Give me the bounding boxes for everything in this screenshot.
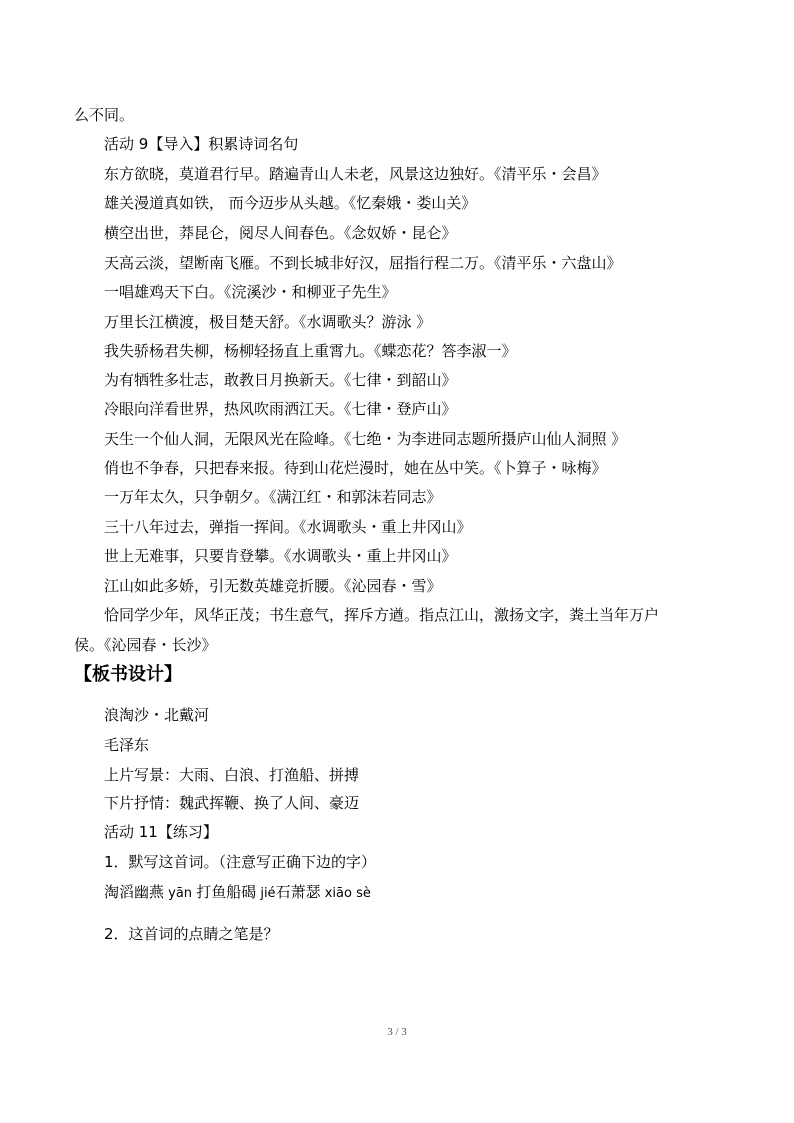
chars-2: 打鱼船碣 — [196, 883, 257, 901]
poem-line: 一万年太久，只争朝夕。《满江红・和郭沫若同志》 — [104, 488, 442, 506]
poem-line: 雄关漫道真如铁， 而今迈步从头越。《忆秦娥・娄山关》 — [104, 194, 477, 212]
poem-line: 三十八年过去，弹指一挥间。《水调歌头・重上井冈山》 — [104, 518, 472, 536]
poem-line: 我失骄杨君失柳，杨柳轻扬直上重霄九。《蝶恋花？答李淑一》 — [104, 342, 517, 360]
poem-line: 天高云淡，望断南飞雁。不到长城非好汉，屈指行程二万。《清平乐・六盘山》 — [104, 254, 622, 272]
pinyin-1: yān — [164, 886, 197, 901]
question-1: 1．默写这首词。（注意写正确下边的字） — [104, 853, 377, 871]
chars-3: 石萧瑟 — [275, 883, 321, 901]
activity-9-prefix: 活动 9 — [104, 135, 149, 153]
chars-1: 淘滔幽燕 — [104, 883, 165, 901]
board-upper: 上片写景：大雨、白浪、打渔船、拼搏 — [104, 766, 360, 784]
poem-line: 江山如此多娇，引无数英雄竞折腰。《沁园春・雪》 — [104, 577, 442, 595]
question-1-characters — [104, 882, 371, 904]
continuation-line: 么不同。 — [74, 106, 135, 124]
pinyin-2: jié — [256, 886, 276, 901]
poem-line: 冷眼向洋看世界，热风吹雨洒江天。《七律・登庐山》 — [104, 400, 457, 418]
poem-line: 俏也不争春，只把春来报。待到山花烂漫时，她在丛中笑。《卜算子・咏梅》 — [104, 459, 607, 477]
board-title: 浪淘沙・北戴河 — [104, 706, 210, 724]
board-heading: 【板书设计】 — [74, 664, 182, 685]
board-lower: 下片抒情：魏武挥鞭、换了人间、豪迈 — [104, 794, 360, 812]
activity-11-tag: 【练习】 — [157, 823, 218, 841]
poem-line: 世上无难事，只要肯登攀。《水调歌头・重上井冈山》 — [104, 547, 457, 565]
poem-line: 万里长江横渡，极目楚天舒。《水调歌头？游泳 》 — [104, 313, 432, 331]
poem-line: 一唱雄鸡天下白。《浣溪沙・和柳亚子先生》 — [104, 283, 397, 301]
poem-line: 为有牺牲多壮志，敢教日月换新天。《七律・到韶山》 — [104, 371, 457, 389]
poem-line: 恰同学少年，风华正茂；书生意气，挥斥方遒。指点江山，激扬文字，粪土当年万户 — [104, 606, 660, 624]
poem-line: 东方欲晓，莫道君行早。踏遍青山人未老，风景这边独好。《清平乐・会昌》 — [104, 165, 607, 183]
page-number: 3 / 3 — [387, 1026, 407, 1038]
activity-11-prefix: 活动 11 — [104, 823, 158, 841]
question-2: 2．这首词的点睛之笔是？ — [104, 925, 279, 943]
poem-line: 横空出世，莽昆仑，阅尽人间春色。《念奴娇・昆仑》 — [104, 224, 457, 242]
poem-line: 天生一个仙人洞，无限风光在险峰。《七绝・为李进同志题所摄庐山仙人洞照 》 — [104, 430, 627, 448]
activity-11-line — [104, 822, 218, 842]
activity-9-line — [104, 134, 298, 154]
activity-9-tag: 【导入】积累诗词名句 — [148, 135, 299, 153]
pinyin-3: xiāo sè — [320, 886, 371, 901]
poem-line-wrap: 侯。《沁园春・长沙》 — [74, 636, 217, 654]
board-author: 毛泽东 — [104, 736, 150, 754]
